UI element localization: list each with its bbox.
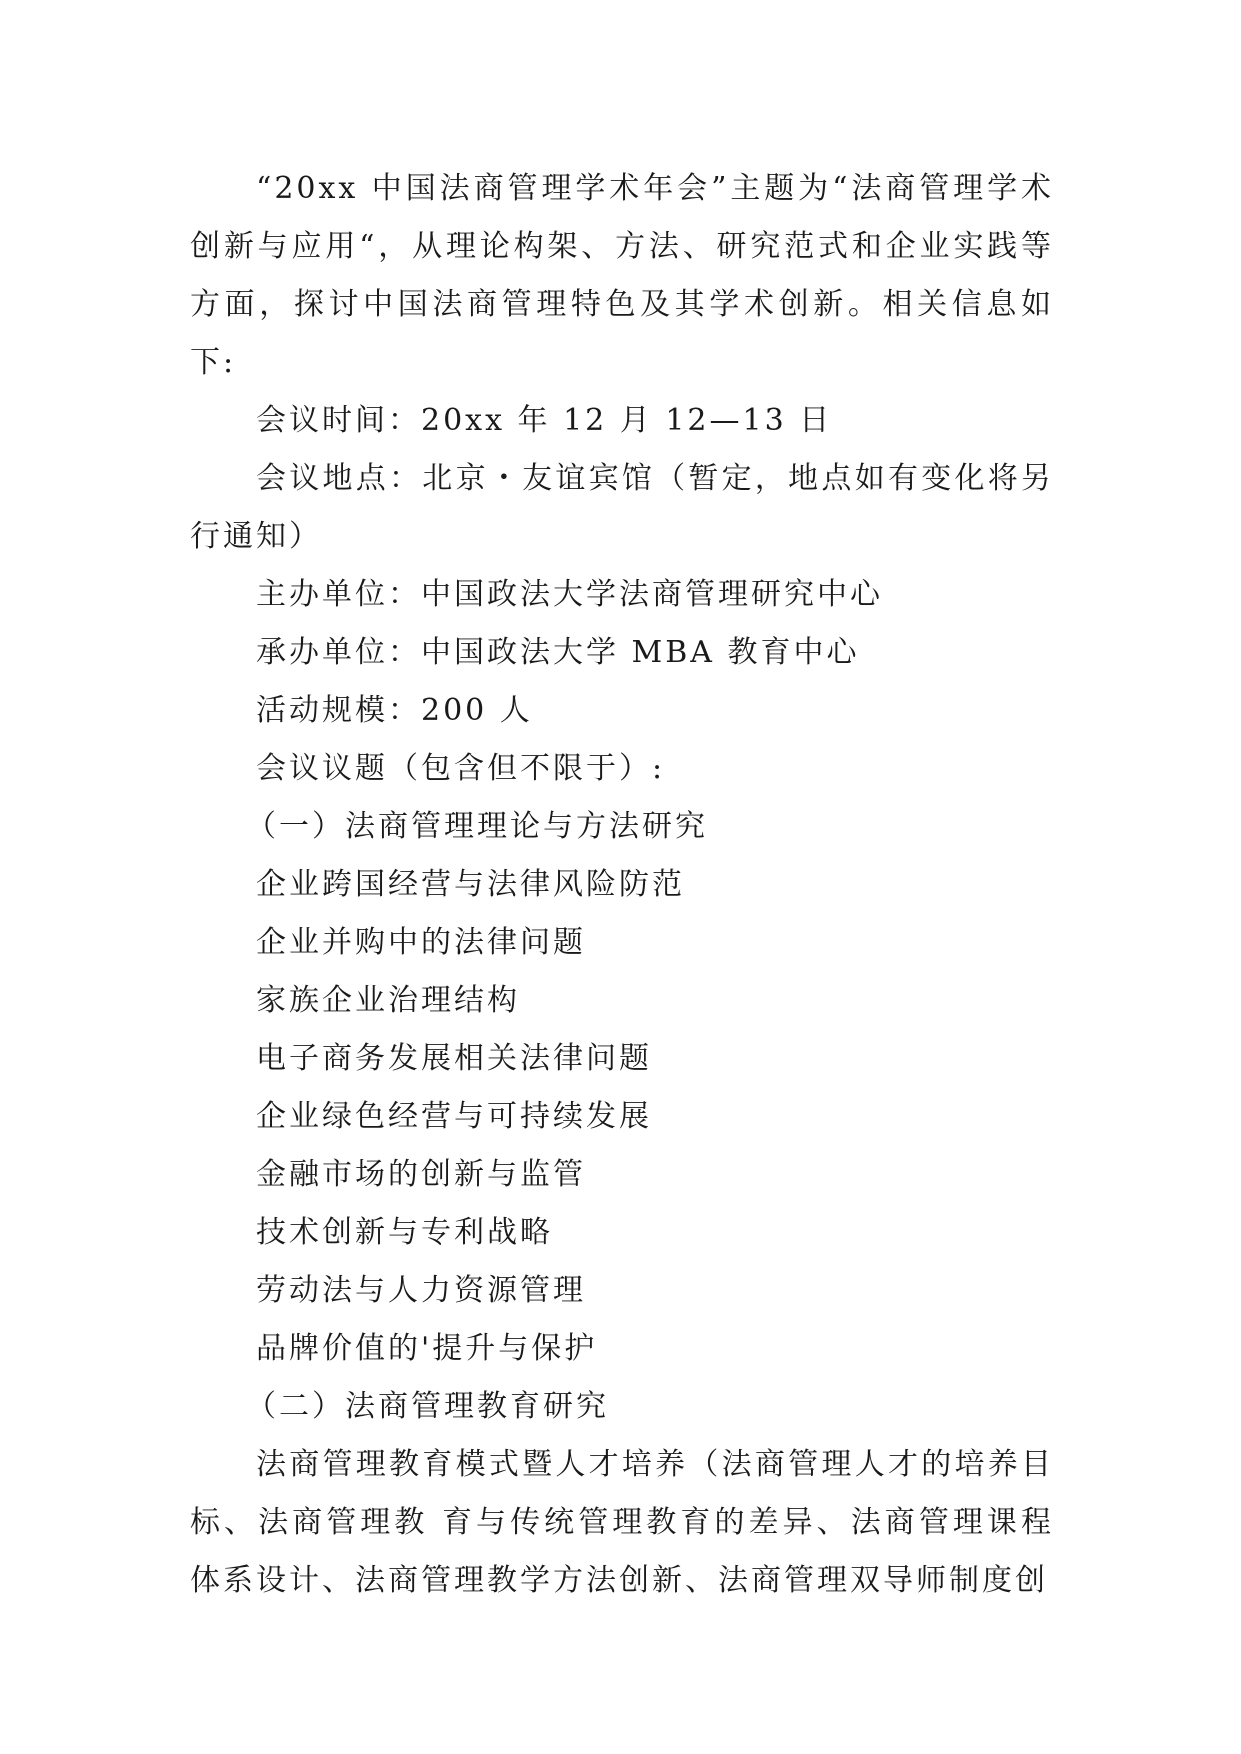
- document-body: [190, 160, 1054, 1610]
- intro-paragraph: “20xx 中国法商管理学术年会”主题为“法商管理学术创新与应用“，从理论构架、方法、研究范式和企业实践等方面，探讨中国法商管理特色及其学术创新。相关信息如下:: [190, 171, 1054, 380]
- topic-item: 家族企业治理结构: [256, 983, 520, 1018]
- organizer: 主办单位：中国政法大学法商管理研究中心: [256, 577, 883, 612]
- co-organizer: 承办单位：中国政法大学 MBA 教育中心: [256, 635, 860, 670]
- topic-item: 电子商务发展相关法律问题: [256, 1041, 652, 1076]
- topic-item: 技术创新与专利战略: [256, 1215, 553, 1250]
- topic-item: 金融市场的创新与监管: [256, 1157, 586, 1192]
- topic-item: 企业绿色经营与可持续发展: [256, 1099, 652, 1134]
- topic-item: 品牌价值的'提升与保护: [256, 1331, 598, 1366]
- topic-item: 企业跨国经营与法律风险防范: [256, 867, 685, 902]
- topic-item: 劳动法与人力资源管理: [256, 1273, 586, 1308]
- section-two-heading: （二）法商管理教育研究: [246, 1389, 609, 1424]
- topics-heading: 会议议题（包含但不限于）:: [256, 751, 666, 786]
- meeting-location: 会议地点：北京・友谊宾馆（暂定，地点如有变化将另行通知）: [190, 461, 1054, 554]
- education-paragraph: 法商管理教育模式暨人才培养（法商管理人才的培养目标、法商管理教 育与传统管理教育的差异、法商管理课程体系设计、法商管理教学方法创新、法商管理双导师制度创: [190, 1447, 1054, 1598]
- event-scale: 活动规模：200 人: [256, 693, 533, 728]
- meeting-time: 会议时间：20xx 年 12 月 12—13 日: [256, 403, 833, 438]
- topic-item: 企业并购中的法律问题: [256, 925, 586, 960]
- section-one-heading: （一）法商管理理论与方法研究: [246, 809, 708, 844]
